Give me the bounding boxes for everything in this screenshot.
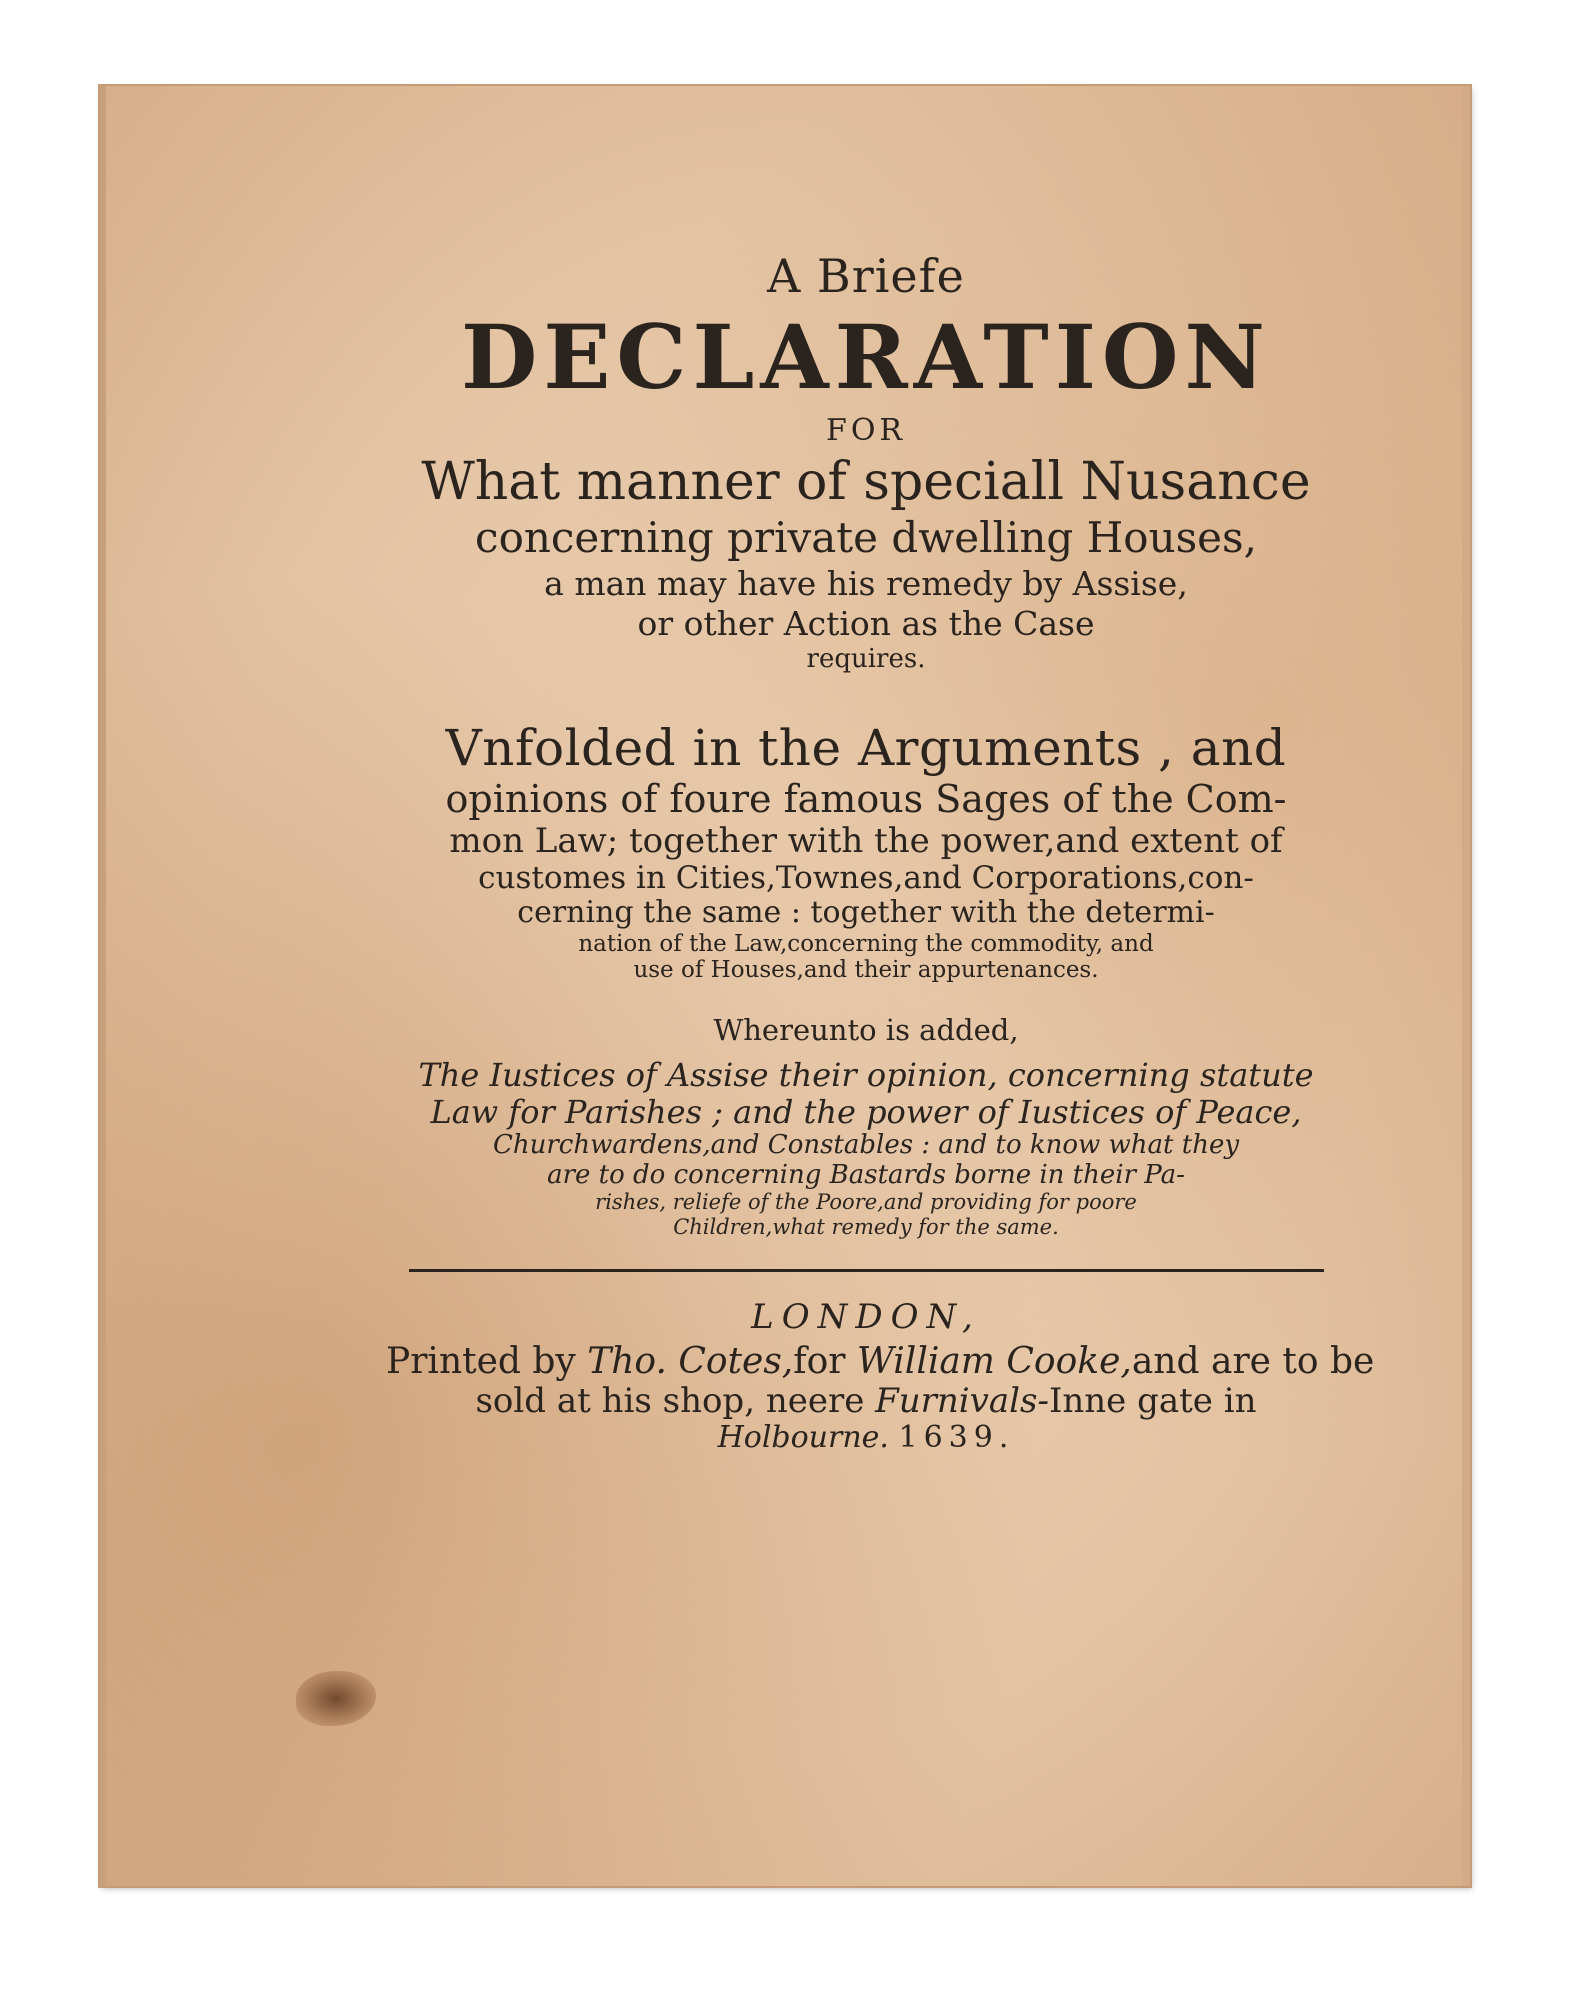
imprint-sold-line [386, 1382, 1346, 1421]
imprint-printed-suffix: and are to be [1131, 1340, 1375, 1382]
imprint-printed-line [386, 1340, 1375, 1382]
subtitle-line-6: nation of the Law,concerning the commodity, and [578, 930, 1154, 957]
title-line-for: FOR [826, 413, 906, 449]
imprint-district: Holbourne. [717, 1420, 889, 1456]
title-page [100, 86, 1470, 1886]
addendum-line-5: rishes, reliefe of the Poore,and providing for poore [595, 1190, 1137, 1215]
title-line-requires: requires. [806, 643, 926, 674]
imprint-sold-suffix: Inne gate in [1048, 1381, 1257, 1422]
imprint-for: for [793, 1340, 857, 1382]
imprint-printed-prefix: Printed by [386, 1340, 588, 1382]
addendum-intro: Whereunto is added, [713, 1012, 1019, 1047]
imprint-sold-prefix: sold at his shop, neere [475, 1381, 876, 1422]
imprint-district-line [386, 1421, 1346, 1456]
title-line-what-manner: What manner of speciall Nusance [421, 451, 1311, 512]
imprint-printer: Tho. Cotes, [587, 1340, 794, 1382]
imprint-year: 1639. [898, 1420, 1015, 1456]
title-page-text [386, 226, 1375, 1456]
ink-stain [296, 1671, 376, 1726]
subtitle-line-3: mon Law; together with the power,and extent of [449, 820, 1283, 861]
subtitle-line-4: customes in Cities,Townes,and Corporations,con- [478, 859, 1254, 896]
subtitle-line-7: use of Houses,and their appurtenances. [633, 957, 1099, 984]
imprint-location: Furnivals- [875, 1381, 1049, 1422]
addendum-line-2: Law for Parishes ; and the power of Iustices of Peace, [430, 1092, 1302, 1131]
addendum-line-1: The Iustices of Assise their opinion, concerning statute [418, 1056, 1314, 1095]
title-line-briefe: A Briefe [767, 249, 965, 303]
title-line-remedy: a man may have his remedy by Assise, [544, 563, 1188, 603]
title-line-other-action: or other Action as the Case [637, 603, 1095, 643]
title-line-declaration: DECLARATION [461, 304, 1271, 409]
title-line-concerning: concerning private dwelling Houses, [475, 513, 1257, 563]
imprint-place: LONDON, [751, 1296, 981, 1337]
subtitle-line-5: cerning the same : together with the determi- [517, 895, 1215, 931]
divider-rule [409, 1269, 1324, 1272]
addendum-line-4: are to do concerning Bastards borne in their Pa- [547, 1159, 1185, 1190]
imprint-publisher: William Cooke, [856, 1340, 1132, 1382]
subtitle-line-1: Vnfolded in the Arguments , and [445, 719, 1287, 778]
addendum-line-3: Churchwardens,and Constables : and to know what they [492, 1129, 1240, 1160]
addendum-line-6: Children,what remedy for the same. [673, 1214, 1059, 1239]
subtitle-line-2: opinions of foure famous Sages of the Com- [445, 776, 1287, 821]
